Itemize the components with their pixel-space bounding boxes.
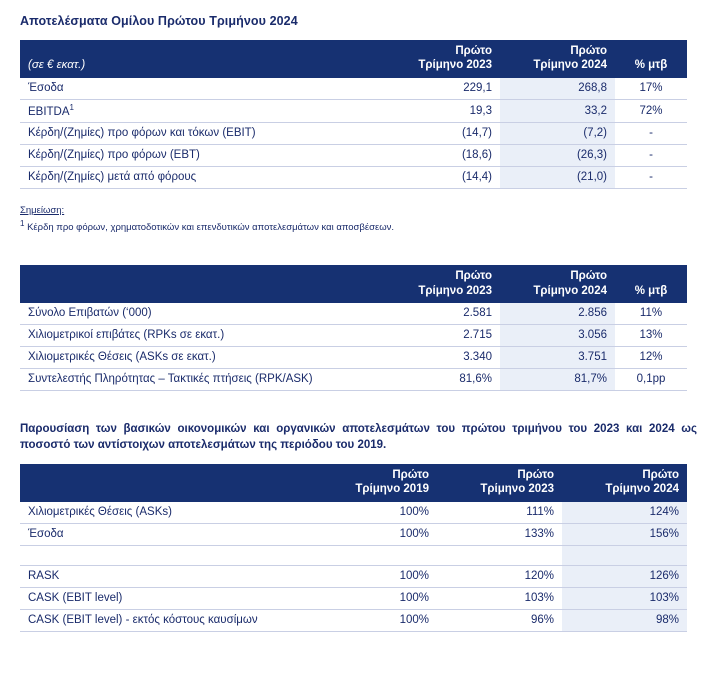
col-header-q1-2023-line2: Τρίμηνο 2023 — [418, 284, 492, 297]
col-header-q1-2024-line2: Τρίμηνο 2024 — [533, 284, 607, 297]
row-value-change: 72% — [615, 99, 687, 123]
row-value-2023: 2.715 — [385, 324, 500, 346]
row-value-2024: 98% — [562, 609, 687, 631]
row-label: CASK (EBIT level) - εκτός κόστους καυσίμων — [20, 609, 312, 631]
col-header-q1-2024-line1: Πρώτο — [642, 469, 679, 482]
table-row — [20, 99, 687, 123]
row-value-change: 17% — [615, 78, 687, 99]
row-label: Σύνολο Επιβατών (‘000) — [20, 303, 385, 324]
row-value-2019: 100% — [312, 523, 437, 545]
row-label: Χιλιομετρικές Θέσεις (ASKs) — [20, 502, 312, 523]
row-value-2024 — [562, 545, 687, 565]
table-row — [20, 303, 687, 324]
table-row — [20, 123, 687, 145]
col-header-q1-2024-line1: Πρώτο — [570, 45, 607, 57]
footnotes-heading: Σημείωση: — [20, 205, 65, 217]
col-header-q1-2023-line1: Πρώτο — [517, 469, 554, 482]
row-label: CASK (EBIT level) — [20, 587, 312, 609]
row-value-2024: 33,2 — [500, 99, 615, 123]
col-header-q1-2024 — [562, 464, 687, 502]
table-row — [20, 324, 687, 346]
footnote-marker: 1 — [69, 102, 74, 112]
col-header-q1-2023 — [385, 265, 500, 303]
row-label — [20, 545, 312, 565]
row-value-2024: 126% — [562, 565, 687, 587]
col-header-q1-2024 — [500, 265, 615, 303]
row-value-change: - — [615, 123, 687, 145]
row-value-2024: 2.856 — [500, 303, 615, 324]
row-value-2023: 229,1 — [385, 78, 500, 99]
row-value-change: 12% — [615, 346, 687, 368]
footnote-1 — [20, 219, 707, 235]
row-value-2019: 100% — [312, 587, 437, 609]
table-header-row — [20, 265, 687, 303]
col-header-q1-2023-line1: Πρώτο — [455, 270, 492, 283]
row-value-2023: 2.581 — [385, 303, 500, 324]
section-paragraph: Παρουσίαση των βασικών οικονομικών και οργανικών αποτελεσμάτων του πρώτου τριμήνου του 2023 και 2024 ως ποσοστό των αντίστοιχων αποτελεσμάτων της περιόδου του 2019. — [20, 422, 697, 452]
col-header-q1-2023 — [437, 464, 562, 502]
row-value-2023: 111% — [437, 502, 562, 523]
row-label: Έσοδα — [20, 78, 385, 99]
row-label: Κέρδη/(Ζημίες) προ φόρων και τόκων (EBIT) — [20, 123, 385, 145]
row-value-2024: 103% — [562, 587, 687, 609]
row-label: Κέρδη/(Ζημίες) προ φόρων (EBT) — [20, 145, 385, 167]
table-header-row — [20, 464, 687, 502]
row-value-2019 — [312, 545, 437, 565]
row-label: Κέρδη/(Ζημίες) μετά από φόρους — [20, 167, 385, 189]
row-value-2024: (26,3) — [500, 145, 615, 167]
row-value-change: 13% — [615, 324, 687, 346]
row-label: RASK — [20, 565, 312, 587]
row-value-2019: 100% — [312, 502, 437, 523]
col-header-blank — [20, 265, 385, 303]
row-value-2024: 3.056 — [500, 324, 615, 346]
table-row — [20, 78, 687, 99]
col-header-q1-2019-line1: Πρώτο — [392, 469, 429, 482]
table-row — [20, 587, 687, 609]
col-header-units: (σε € εκατ.) — [20, 40, 385, 78]
table-row — [20, 145, 687, 167]
row-value-2024: 124% — [562, 502, 687, 523]
row-value-2024: (21,0) — [500, 167, 615, 189]
table-row — [20, 609, 687, 631]
col-header-change: % μτβ — [615, 265, 687, 303]
col-header-q1-2024-line2: Τρίμηνο 2024 — [605, 483, 679, 496]
footnote-1-text: Κέρδη προ φόρων, χρηματοδοτικών και επενδυτικών αποτελεσμάτων και αποσβέσεων. — [27, 222, 395, 234]
row-value-2024: 3.751 — [500, 346, 615, 368]
table-row — [20, 565, 687, 587]
row-value-change: 11% — [615, 303, 687, 324]
row-value-2023: 19,3 — [385, 99, 500, 123]
table-row — [20, 502, 687, 523]
group-results-table — [20, 40, 687, 189]
col-header-q1-2024 — [500, 40, 615, 78]
row-value-change: 0,1pp — [615, 368, 687, 390]
row-value-2023: 81,6% — [385, 368, 500, 390]
comparison-2019-table — [20, 464, 687, 631]
table-row — [20, 368, 687, 390]
row-value-2023: (14,4) — [385, 167, 500, 189]
col-header-q1-2023-line2: Τρίμηνο 2023 — [418, 59, 492, 72]
col-header-change: % μτβ — [615, 40, 687, 78]
row-value-change: - — [615, 167, 687, 189]
col-header-q1-2023-line2: Τρίμηνο 2023 — [480, 483, 554, 496]
col-header-q1-2019-line2: Τρίμηνο 2019 — [355, 483, 429, 496]
row-value-2023: (14,7) — [385, 123, 500, 145]
row-value-2024: 268,8 — [500, 78, 615, 99]
row-value-2019: 100% — [312, 609, 437, 631]
row-value-2024: 156% — [562, 523, 687, 545]
row-value-2023: 120% — [437, 565, 562, 587]
row-label: Συντελεστής Πληρότητας – Τακτικές πτήσεις (RPK/ASK) — [20, 368, 385, 390]
row-value-2023: 133% — [437, 523, 562, 545]
row-label: Έσοδα — [20, 523, 312, 545]
table-row-spacer — [20, 545, 687, 565]
row-value-change: - — [615, 145, 687, 167]
row-value-2019: 100% — [312, 565, 437, 587]
col-header-q1-2023-line1: Πρώτο — [455, 45, 492, 57]
table-row — [20, 346, 687, 368]
footnote-1-marker: 1 — [20, 219, 25, 229]
row-label: Χιλιομετρικοί επιβάτες (RPKs σε εκατ.) — [20, 324, 385, 346]
row-value-2023: 3.340 — [385, 346, 500, 368]
row-value-2024: (7,2) — [500, 123, 615, 145]
row-value-2023 — [437, 545, 562, 565]
col-header-q1-2024-line2: Τρίμηνο 2024 — [533, 59, 607, 72]
table-header-row — [20, 40, 687, 78]
row-label: Χιλιομετρικές Θέσεις (ASKs σε εκατ.) — [20, 346, 385, 368]
row-value-2023: 103% — [437, 587, 562, 609]
table-row — [20, 523, 687, 545]
col-header-q1-2019 — [312, 464, 437, 502]
col-header-q1-2023 — [385, 40, 500, 78]
row-value-2023: 96% — [437, 609, 562, 631]
row-label-text: EBITDA — [28, 105, 70, 118]
row-value-2024: 81,7% — [500, 368, 615, 390]
traffic-statistics-table — [20, 265, 687, 391]
col-header-q1-2024-line1: Πρώτο — [570, 270, 607, 283]
footnotes — [20, 205, 707, 235]
row-value-2023: (18,6) — [385, 145, 500, 167]
row-label — [20, 99, 385, 123]
table-row — [20, 167, 687, 189]
col-header-blank — [20, 464, 312, 502]
page-title: Αποτελέσματα Ομίλου Πρώτου Τριμήνου 2024 — [20, 14, 298, 28]
